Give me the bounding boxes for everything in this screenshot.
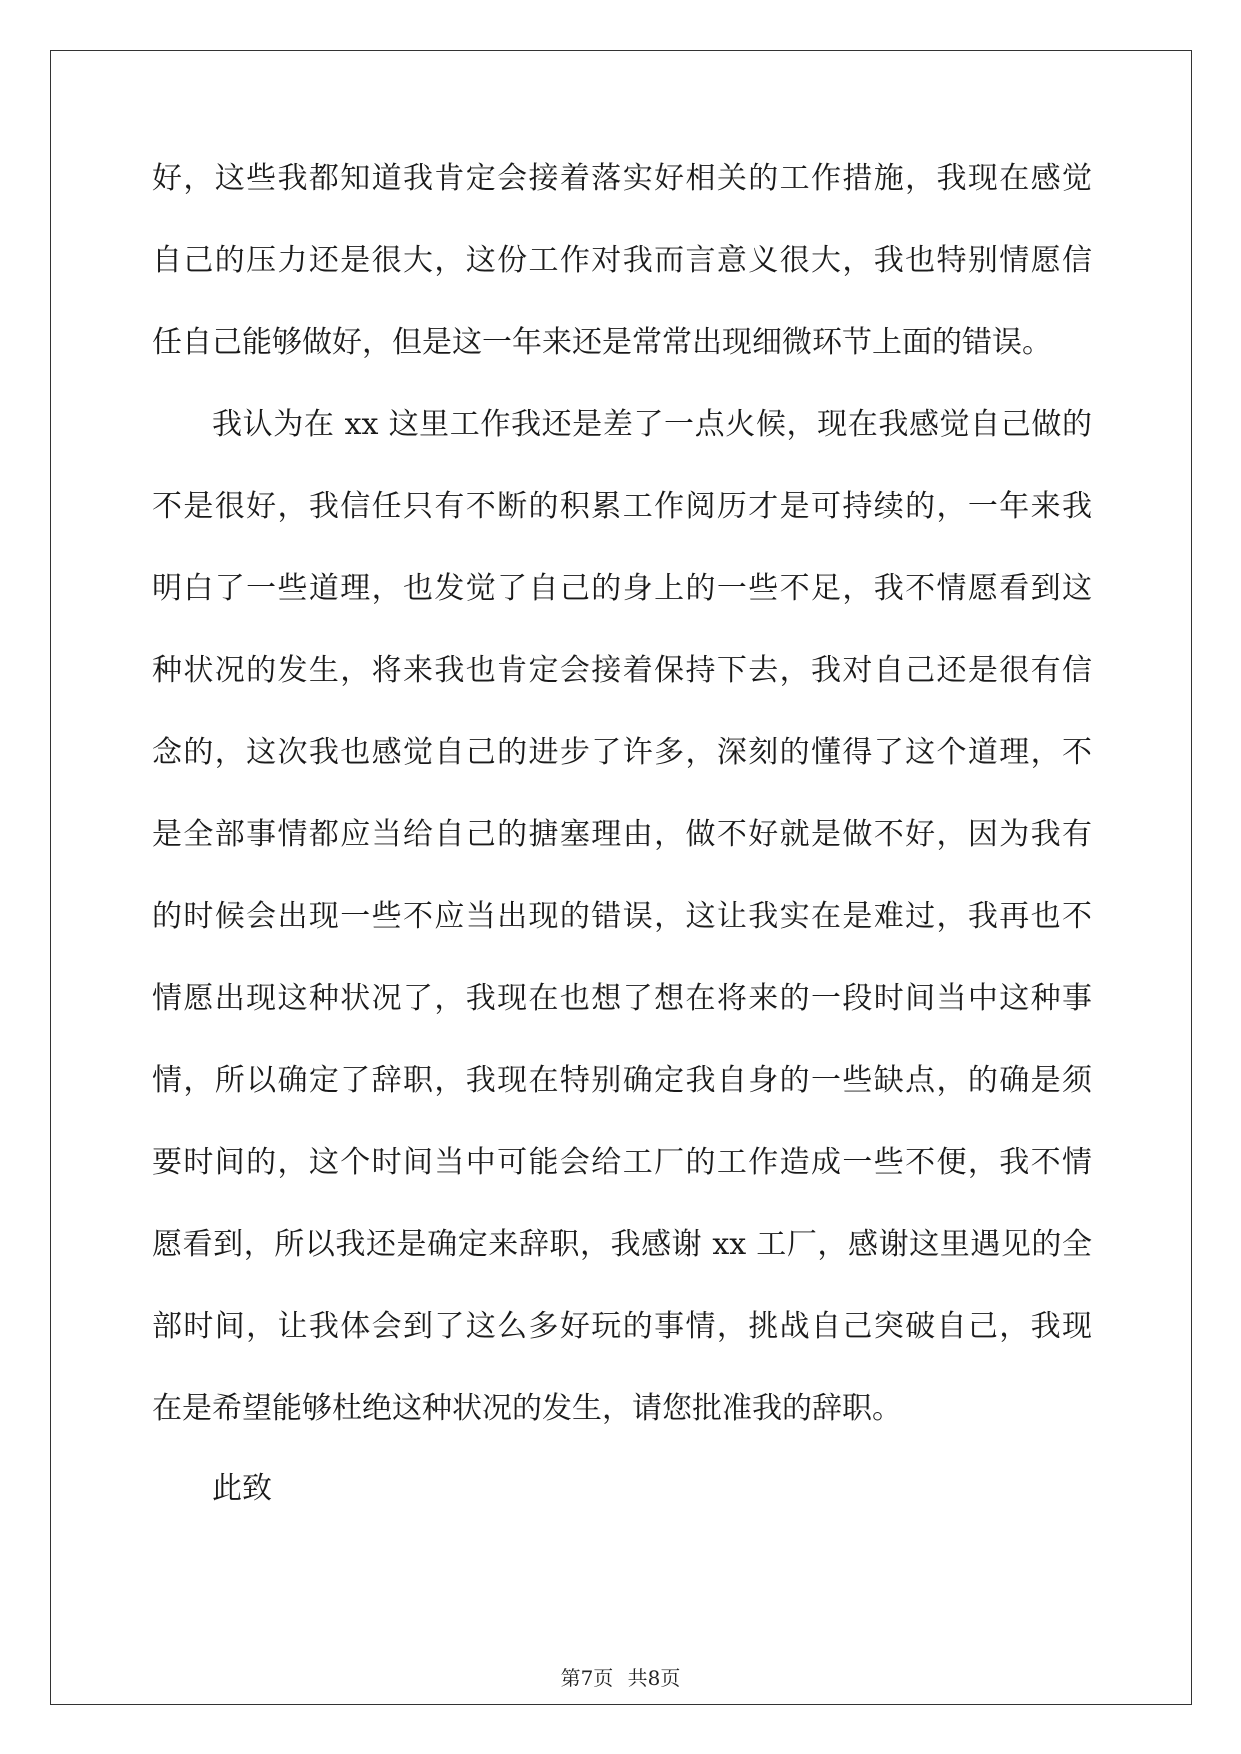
body-line: 是全部事情都应当给自己的搪塞理由，做不好就是做不好，因为我有 (152, 817, 1092, 852)
body-line: 要时间的，这个时间当中可能会给工厂的工作造成一些不便，我不情 (152, 1145, 1092, 1180)
document-body (152, 161, 1092, 1476)
body-line: 不是很好，我信任只有不断的积累工作阅历才是可持续的，一年来我 (152, 489, 1092, 524)
body-line: 种状况的发生，将来我也肯定会接着保持下去，我对自己还是很有信 (152, 653, 1092, 688)
body-line: 自己的压力还是很大，这份工作对我而言意义很大，我也特别情愿信 (152, 243, 1092, 278)
body-line: 明白了一些道理，也发觉了自己的身上的一些不足，我不情愿看到这 (152, 571, 1092, 606)
body-line: 念的，这次我也感觉自己的进步了许多，深刻的懂得了这个道理，不 (152, 735, 1092, 770)
page-number: 第7页 (560, 1666, 614, 1690)
body-line: 好，这些我都知道我肯定会接着落实好相关的工作措施，我现在感觉 (152, 161, 1092, 196)
page-footer (0, 1668, 1241, 1688)
body-line: 情，所以确定了辞职，我现在特别确定我自身的一些缺点，的确是须 (152, 1063, 1092, 1098)
body-line: 任自己能够做好，但是这一年来还是常常出现细微环节上面的错误。 (152, 325, 1052, 360)
body-line: 我认为在 xx 这里工作我还是差了一点火候，现在我感觉自己做的 (212, 407, 1092, 442)
body-line: 的时候会出现一些不应当出现的错误，这让我实在是难过，我再也不 (152, 899, 1092, 934)
body-line: 愿看到，所以我还是确定来辞职，我感谢 xx 工厂，感谢这里遇见的全 (152, 1227, 1092, 1262)
body-line: 在是希望能够杜绝这种状况的发生，请您批准我的辞职。 (152, 1391, 902, 1426)
page-total: 共8页 (627, 1666, 681, 1690)
body-line: 情愿出现这种状况了，我现在也想了想在将来的一段时间当中这种事 (152, 981, 1092, 1016)
body-line: 部时间，让我体会到了这么多好玩的事情，挑战自己突破自己，我现 (152, 1309, 1092, 1344)
closing-salutation: 此致 (212, 1471, 272, 1506)
